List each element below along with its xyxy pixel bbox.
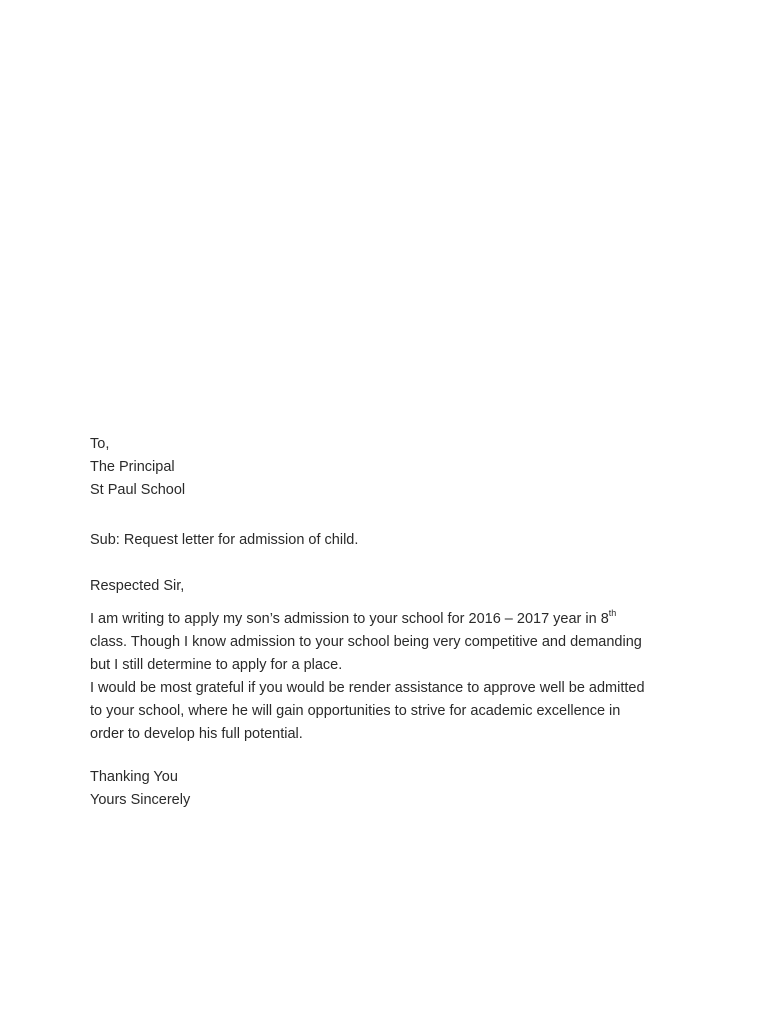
address-recipient: The Principal xyxy=(90,459,175,475)
closing-signoff: Yours Sincerely xyxy=(90,792,191,808)
address-school: St Paul School xyxy=(90,482,186,498)
subject-line: Sub: Request letter for admission of child. xyxy=(90,532,359,548)
paragraph-2 xyxy=(90,677,710,746)
paragraph-1-line-2: class. Though I know admission to your school being very competitive and demanding xyxy=(90,634,642,650)
letter-body xyxy=(90,433,710,812)
ordinal-suffix: th xyxy=(608,608,617,619)
paragraph-1-line-1 xyxy=(90,608,710,631)
paragraph-2-line-1: I would be most grateful if you would be render assistance to approve well be admitted xyxy=(90,680,645,696)
closing-thanks: Thanking You xyxy=(90,769,178,785)
paragraph-1-line-3: but I still determine to apply for a place. xyxy=(90,657,343,673)
salutation: Respected Sir, xyxy=(90,578,185,594)
address-to: To, xyxy=(90,436,110,452)
paragraph-1-line-1-text: I am writing to apply my son’s admission to your school for 2016 – 2017 year in 8 xyxy=(90,611,609,627)
paragraph-2-line-3: order to develop his full potential. xyxy=(90,726,303,742)
paragraph-2-line-2: to your school, where he will gain opportunities to strive for academic excellence in xyxy=(90,703,621,719)
paragraph-1 xyxy=(90,608,710,677)
